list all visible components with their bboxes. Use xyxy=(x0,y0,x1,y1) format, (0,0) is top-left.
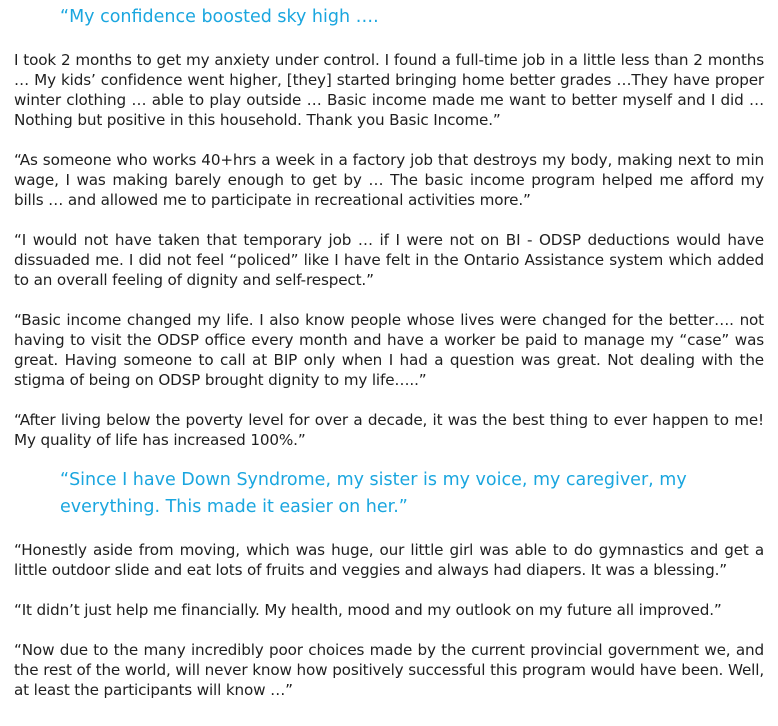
pull-quote-confidence: “My confidence boosted sky high …. xyxy=(60,7,379,27)
testimonial-poverty-level: “After living below the poverty level for over a decade, it was the best thing to ever happen to me! My quality of life has increased 100%.” xyxy=(14,411,764,449)
testimonial-provincial-government: “Now due to the many incredibly poor choices made by the current provincial government we, and the rest of the world, will never know how positively successful this program would have been. Well, at least the participants will know …” xyxy=(14,641,764,699)
testimonial-anxiety-job: I took 2 months to get my anxiety under control. I found a full-time job in a little less than 2 months … My kids’ confidence went higher, [they] started bringing home better grades …They have proper winter clothing … able to play outside … Basic income made me want to better myself and I did … Nothing but positive in this household. Thank you Basic Income.” xyxy=(14,51,764,129)
testimonial-temporary-job: “I would not have taken that temporary job … if I were not on BI - ODSP deductions would have dissuaded me. I did not feel “policed” like I have felt in the Ontario Assistance system which added to an overall feeling of dignity and self-respect.” xyxy=(14,231,764,289)
testimonial-gymnastics: “Honestly aside from moving, which was huge, our little girl was able to do gymnastics and get a little outdoor slide and eat lots of fruits and veggies and always had diapers. It was a blessing.” xyxy=(14,541,764,579)
document-page xyxy=(14,0,764,700)
testimonial-changed-life: “Basic income changed my life. I also know people whose lives were changed for the better…. not having to visit the ODSP office every month and have a worker be paid to manage my “case” was great. Having someone to call at BIP only when I had a question was great. Not dealing with the stigma of being on ODSP brought dignity to my life…..” xyxy=(14,311,764,389)
pull-quote-down-syndrome: “Since I have Down Syndrome, my sister is my voice, my caregiver, my everything. This made it easier on her.” xyxy=(60,470,687,517)
testimonial-factory-job: “As someone who works 40+hrs a week in a factory job that destroys my body, making next to min wage, I was making barely enough to get by … The basic income program helped me afford my bills … and allowed me to participate in recreational activities more.” xyxy=(14,151,764,209)
testimonial-health-mood: “It didn’t just help me financially. My health, mood and my outlook on my future all improved.” xyxy=(14,601,722,619)
